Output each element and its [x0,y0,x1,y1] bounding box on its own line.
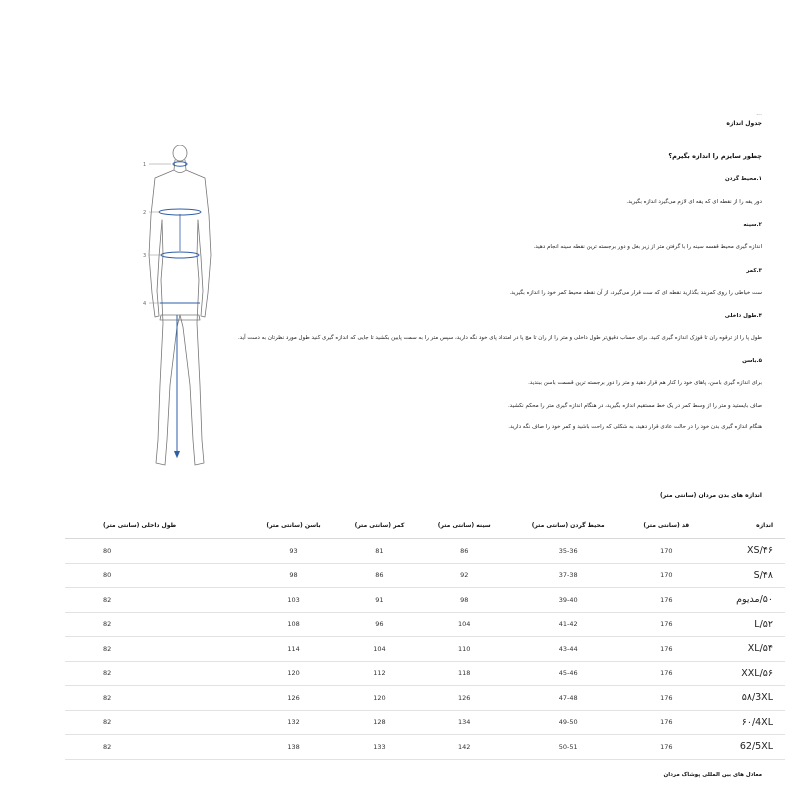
cell-chest: 104 [421,612,508,637]
guide-label-chest: ۲.سینه [743,222,762,228]
table-row [65,710,785,735]
cell-waist: 128 [338,710,420,735]
cell-height: 176 [628,612,704,637]
cell-neck: 41-42 [508,612,628,637]
cell-hips: 126 [249,686,339,711]
guide-text-waist: ست خیاطی را روی کمربند بگذارید نقطه ای که ست قرار می‌گیرد، از آن نقطه محیط کمر خود را اندازه بگیرید. [509,290,762,296]
guide-label-neck: ۱.محیط گردن [724,176,762,182]
body-outline [149,145,211,465]
size-table-title: اندازه های بدن مردان (سانتی متر) [659,492,762,499]
cell-neck: 50-51 [508,735,628,760]
cell-hips: 108 [249,612,339,637]
cell-size: 62/5XL [704,735,785,760]
table-row [65,686,785,711]
figure-marker-1: 1 [143,162,147,168]
table-row [65,588,785,613]
column-header-inseam: طول داخلی (سانتی متر) [65,513,249,539]
table-row [65,563,785,588]
cell-hips: 98 [249,563,339,588]
cell-waist: 112 [338,661,420,686]
cell-size: ۵۸/3XL [704,686,785,711]
cell-waist: 120 [338,686,420,711]
guide-text-neck: دور یقه را از نقطه ای که یقه ای لازم می‌گیرد اندازه بگیرید. [626,199,762,205]
cell-height: 176 [628,686,704,711]
table-row [65,612,785,637]
cell-inseam: 80 [65,563,249,588]
cell-inseam: 82 [65,735,249,760]
cell-height: 176 [628,637,704,662]
cell-height: 170 [628,539,704,564]
cell-neck: 39-40 [508,588,628,613]
cell-hips: 114 [249,637,339,662]
cell-neck: 49-50 [508,710,628,735]
cell-waist: 86 [338,563,420,588]
cell-height: 170 [628,563,704,588]
guide-text-extra-2: هنگام اندازه گیری بدن خود را در حالت عادی قرار دهید، به شکلی که راحت باشید و کمر خود را صاف نگه دارید. [508,424,762,430]
cell-inseam: 82 [65,637,249,662]
guide-heading: چطور سایزم را اندازه بگیرم؟ [668,152,762,160]
cell-size: ۶۰/4XL [704,710,785,735]
cell-height: 176 [628,735,704,760]
cell-inseam: 82 [65,710,249,735]
cell-chest: 142 [421,735,508,760]
inseam-arrow-icon [175,451,180,457]
cell-size: L/۵۲ [704,612,785,637]
cell-hips: 138 [249,735,339,760]
cell-hips: 103 [249,588,339,613]
cell-neck: 45-46 [508,661,628,686]
cell-size: ۵۰/مدیوم [704,588,785,613]
cell-height: 176 [628,588,704,613]
table-row [65,539,785,564]
cell-inseam: 82 [65,612,249,637]
guide-text-chest: اندازه گیری محیط قفسه سینه را با گرفتن متر از زیر بغل و دور برجسته ترین نقطه سینه انجام دهید. [533,244,762,250]
cell-chest: 126 [421,686,508,711]
guide-text-extra-1: صاف بایستید و متر را از وسط کمر در یک خط مستقیم اندازه بگیرید، در هنگام اندازه گیری متر را محکم نکشید. [507,403,762,409]
guide-label-waist: ۳.کمر [746,268,762,274]
cell-chest: 92 [421,563,508,588]
cell-waist: 81 [338,539,420,564]
cell-waist: 104 [338,637,420,662]
cell-waist: 133 [338,735,420,760]
cell-neck: 43-44 [508,637,628,662]
cell-inseam: 82 [65,686,249,711]
cell-height: 176 [628,710,704,735]
guide-label-hips: ۵.باسن [742,358,762,364]
guide-label-inseam: ۴.طول داخلی [724,313,762,319]
cell-inseam: 82 [65,588,249,613]
cell-neck: 37-38 [508,563,628,588]
cell-neck: 47-48 [508,686,628,711]
table-row [65,637,785,662]
size-table-header-row [65,513,785,539]
guide-text-hips: برای اندازه گیری باسن، پاهای خود را کنار هم قرار دهید و متر را دور برجسته ترین قسمت باسن ببندید. [528,380,762,386]
cell-neck: 35-36 [508,539,628,564]
column-header-neck: محیط گردن (سانتی متر) [508,513,628,539]
cell-size: XS/۴۶ [704,539,785,564]
page-dots: ... [756,110,762,117]
figure-marker-3: 3 [143,253,147,259]
column-header-height: قد (سانتی متر) [628,513,704,539]
international-equivalents-title: معادل های بین المللی پوشاک مردان [663,772,762,778]
column-header-waist: کمر (سانتی متر) [338,513,420,539]
cell-height: 176 [628,661,704,686]
column-header-chest: سینه (سانتی متر) [421,513,508,539]
cell-waist: 91 [338,588,420,613]
size-table-body [65,539,785,760]
table-row [65,735,785,760]
column-header-hips: باسن (سانتی متر) [249,513,339,539]
cell-size: S/۴۸ [704,563,785,588]
waist-measure-line [161,252,199,258]
cell-chest: 86 [421,539,508,564]
cell-hips: 120 [249,661,339,686]
neck-measure-line [173,162,187,166]
cell-inseam: 82 [65,661,249,686]
cell-size: XL/۵۴ [704,637,785,662]
measurement-lines [149,162,201,457]
figure-marker-2: 2 [143,210,147,216]
cell-inseam: 80 [65,539,249,564]
figure-marker-4: 4 [143,301,147,307]
cell-chest: 110 [421,637,508,662]
cell-size: XXL/۵۶ [704,661,785,686]
page-title: جدول اندازه [726,120,762,127]
guide-text-inseam: طول پا را از ترقوه ران تا قوزک اندازه گیری کنید. برای حساب دقیق‌تر طول داخلی و متر را از ران تا مچ پا در امتداد پای خود نگه دارید، سپس متر را به سمت پایین بکشید تا جایی که اندازه گیری کنید طول مورد نظرتان به دست آید. [237,335,762,341]
cell-chest: 98 [421,588,508,613]
size-table [65,513,785,760]
cell-hips: 132 [249,710,339,735]
cell-chest: 118 [421,661,508,686]
table-row [65,661,785,686]
body-measurement-figure [140,145,240,475]
column-header-size: اندازه [704,513,785,539]
cell-hips: 93 [249,539,339,564]
cell-waist: 96 [338,612,420,637]
cell-chest: 134 [421,710,508,735]
